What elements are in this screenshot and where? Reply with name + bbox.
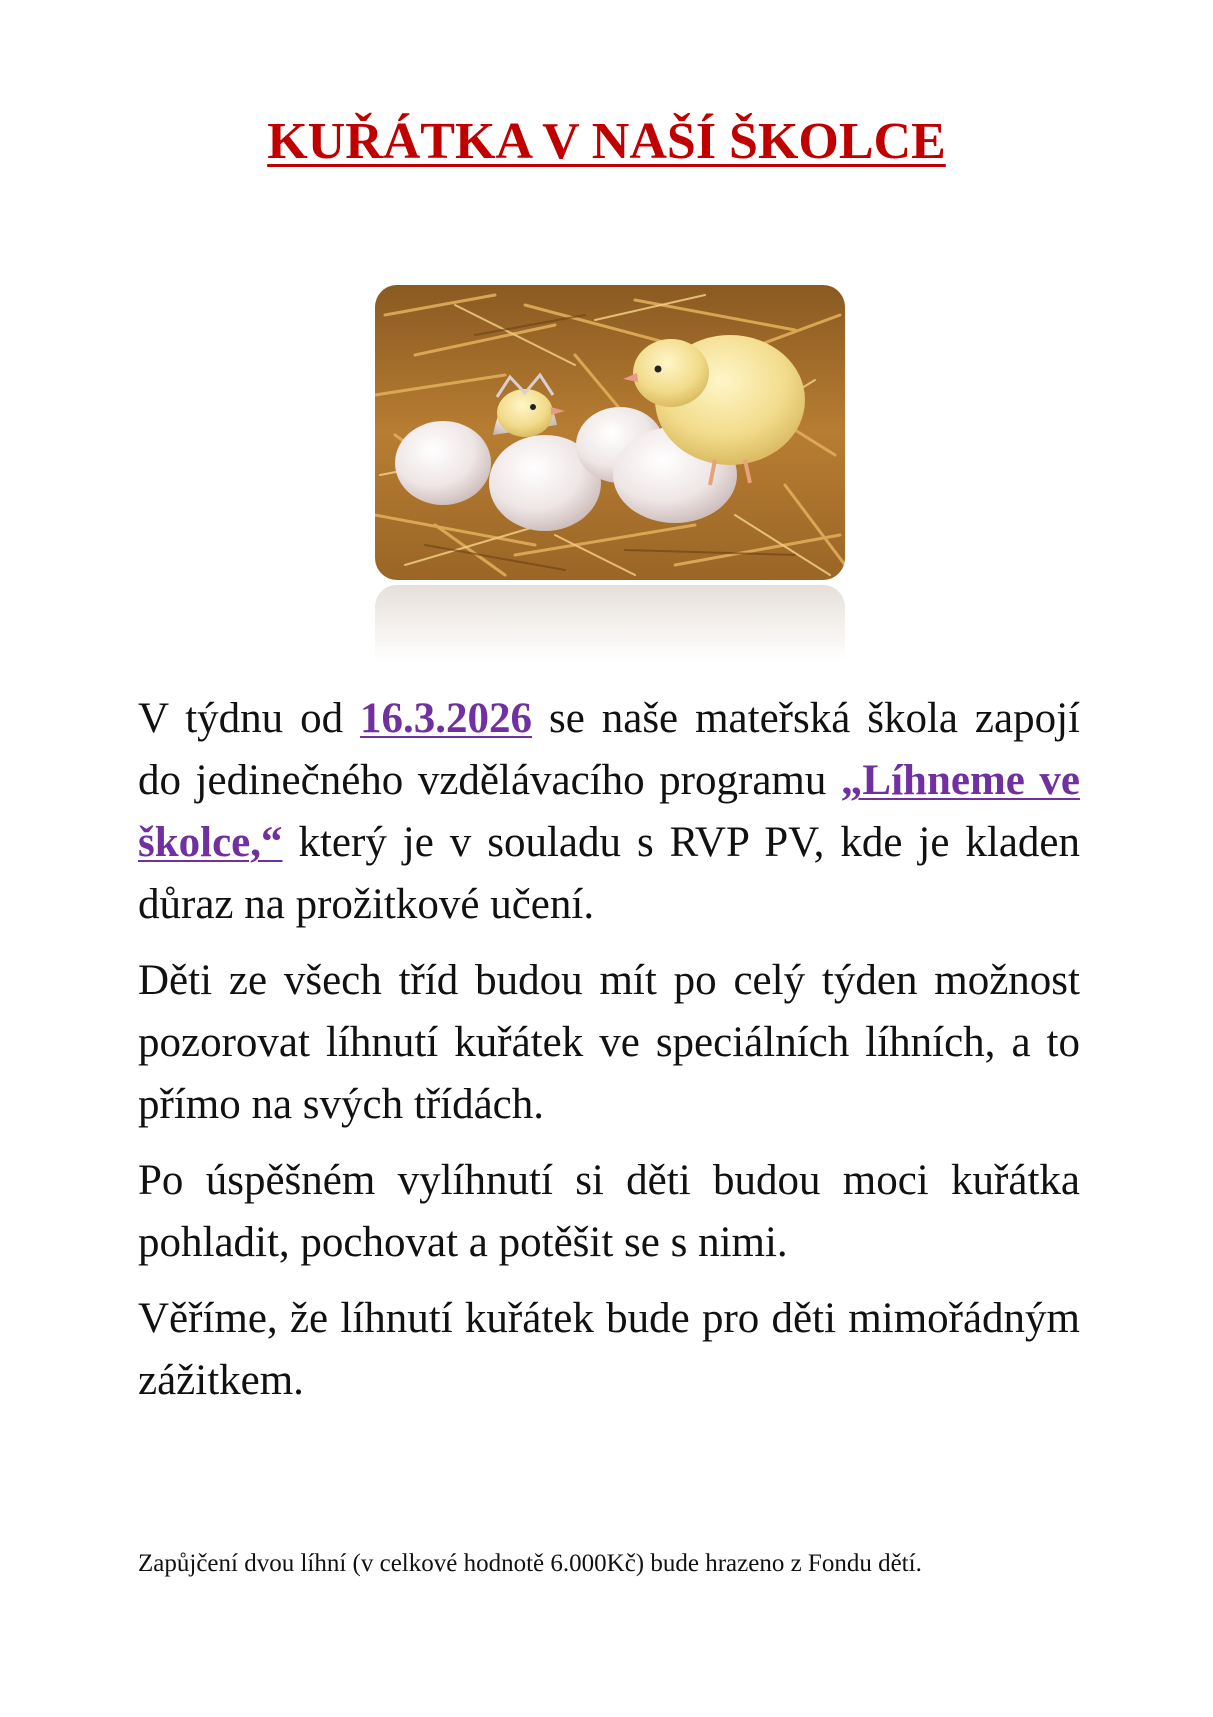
page-title: KUŘÁTKA V NAŠÍ ŠKOLCE bbox=[267, 113, 946, 170]
paragraph-2: Děti ze všech tříd budou mít po celý týden možnost pozorovat líhnutí kuřátek ve speciálních líhních, a to přímo na svých třídách. bbox=[138, 957, 1080, 1128]
photo-reflection bbox=[375, 585, 845, 665]
paragraph-1-end: který je v souladu s RVP PV, kde je kladen důraz na prožitkové učení. bbox=[138, 819, 1080, 928]
paragraph-1 bbox=[138, 688, 1080, 936]
document-body bbox=[138, 688, 1080, 1426]
funding-footnote: Zapůjčení dvou líhní (v celkové hodnotě 6.000Kč) bude hrazeno z Fondu dětí. bbox=[138, 1550, 922, 1577]
start-date: 16.3.2026 bbox=[360, 695, 533, 742]
paragraph-1-intro: V týdnu od bbox=[138, 695, 361, 742]
chicks-hatching-eggs-photo bbox=[375, 285, 845, 580]
chicks-photo-frame bbox=[375, 285, 845, 585]
paragraph-3: Po úspěšném vylíhnutí si děti budou moci kuřátka pohladit, pochovat a potěšit se s nimi. bbox=[138, 1157, 1080, 1266]
program-name: „Líhneme ve školce,“ bbox=[138, 757, 1080, 866]
paragraph-1-middle: se naše mateřská škola zapojí do jedinečného vzdělávacího programu bbox=[138, 695, 1080, 804]
paragraph-4: Věříme, že líhnutí kuřátek bude pro děti mimořádným zážitkem. bbox=[138, 1295, 1080, 1404]
